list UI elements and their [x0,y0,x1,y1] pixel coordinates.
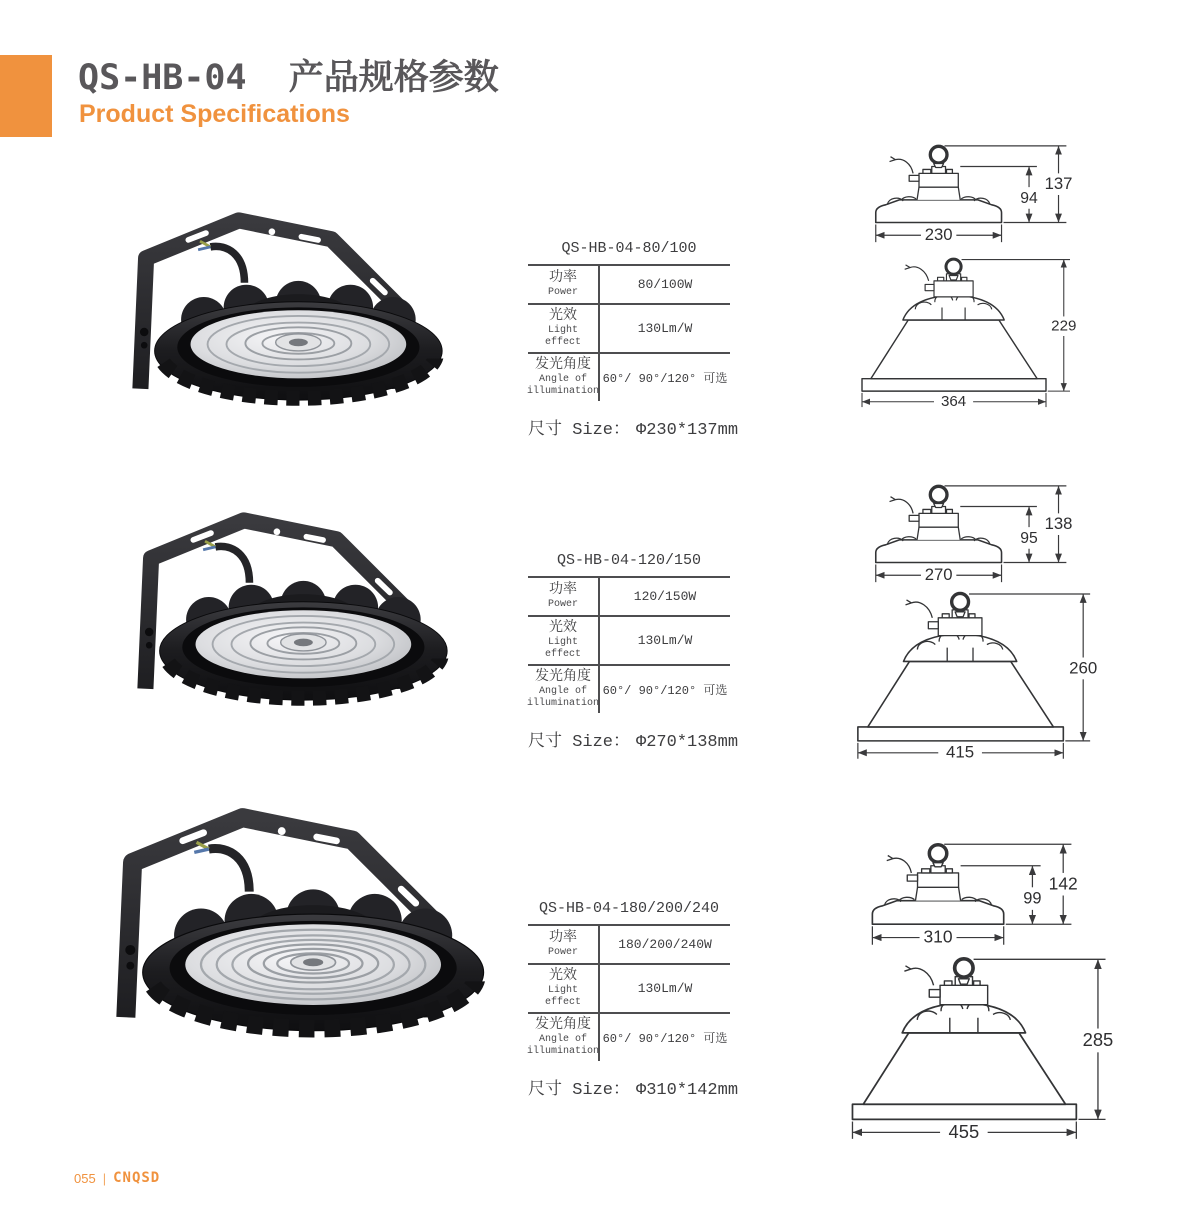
dim-top-h1: 94 [1020,189,1038,207]
row-label: 发光角度 Angle of illumination [528,666,600,713]
dimension-drawing-front-2 [840,590,1108,764]
dim-top-h1: 99 [1023,889,1042,908]
angle-value: 60°/ 90°/120° 可选 [602,1032,728,1046]
size-value: Φ310*142mm [636,1081,739,1100]
dim-front-height: 260 [1069,658,1098,678]
page-title: QS-HB-04 产品规格参数 [78,58,499,98]
model-name: QS-HB-04-120/150 [556,552,702,569]
spec-row-angle [528,664,730,713]
highbay-light-image [95,192,445,428]
dim-front-width: 364 [940,393,967,411]
dim-top-h2: 137 [1044,174,1073,194]
power-value: 120/150W [633,589,697,604]
light-effect-value: 130Lm/W [637,981,693,996]
product-photo-3 [72,784,487,1064]
dim-top-width: 270 [924,565,953,585]
row-label: 功率 Power [528,266,600,303]
product-photo-2 [100,492,450,728]
page-subtitle: Product Specifications [79,100,350,128]
highbay-light-image [72,784,487,1064]
power-value: 80/100W [637,277,693,292]
accent-block [0,55,52,137]
spec-table [528,264,730,401]
spec-table [528,576,730,713]
dim-front-width: 415 [946,742,975,762]
angle-value: 60°/ 90°/120° 可选 [602,372,728,386]
dim-top-width: 310 [923,926,953,947]
dimension-drawing [862,138,1088,248]
row-label: 发光角度 Angle of illumination [528,354,600,401]
dim-front-height: 285 [1082,1028,1114,1050]
spec-row-light-effect [528,615,730,664]
size-label: 尺寸 Size： [528,421,631,440]
dimension-drawing [833,955,1125,1144]
row-label: 功率 Power [528,578,600,615]
power-value: 180/200/240W [618,937,712,952]
product-photo-1 [95,192,445,428]
dimension-drawing-top-3 [858,836,1094,951]
spec-row-power [528,266,730,303]
dimension-drawing [846,256,1086,412]
dimension-drawing-top-1 [862,138,1088,248]
dimension-drawing [862,478,1088,588]
size-label: 尺寸 Size： [528,733,631,752]
footer-separator: | [102,1170,107,1186]
spec-row-angle [528,1012,730,1061]
page-footer [74,1170,160,1186]
light-effect-value: 130Lm/W [637,321,693,336]
dim-top-width: 230 [924,225,953,245]
size-label: 尺寸 Size： [528,1081,631,1100]
size-value: Φ230*137mm [636,421,739,440]
size-line [528,414,739,440]
spec-table [528,924,730,1061]
spec-block-3 [527,900,739,1100]
page-number: 055 [74,1170,96,1186]
dimension-drawing-top-2 [862,478,1088,588]
row-label: 功率 Power [528,926,600,963]
spec-block-2 [527,552,739,752]
row-label: 光效 Light effect [528,965,600,1012]
spec-row-power [528,926,730,963]
dimension-drawing [840,590,1108,764]
dim-top-h2: 142 [1048,873,1078,894]
dimension-drawing-front-3 [833,955,1125,1144]
spec-row-light-effect [528,963,730,1012]
spec-row-angle [528,352,730,401]
model-name: QS-HB-04-80/100 [561,240,697,257]
highbay-light-image [100,492,450,728]
angle-value: 60°/ 90°/120° 可选 [602,684,728,698]
spec-row-power [528,578,730,615]
dim-top-h1: 95 [1020,529,1038,547]
row-label: 光效 Light effect [528,305,600,352]
dimension-drawing [858,836,1094,951]
size-value: Φ270*138mm [636,733,739,752]
row-label: 光效 Light effect [528,617,600,664]
dimension-drawing-front-1 [846,256,1086,412]
spec-row-light-effect [528,303,730,352]
dim-front-height: 229 [1051,317,1077,335]
brand-logo: CNQSD [113,1170,161,1186]
spec-block-1 [527,240,739,440]
model-name: QS-HB-04-180/200/240 [538,900,720,917]
dim-top-h2: 138 [1044,514,1073,534]
row-label: 发光角度 Angle of illumination [528,1014,600,1061]
light-effect-value: 130Lm/W [637,633,693,648]
dim-front-width: 455 [948,1120,980,1142]
size-line [528,726,739,752]
size-line [528,1074,739,1100]
